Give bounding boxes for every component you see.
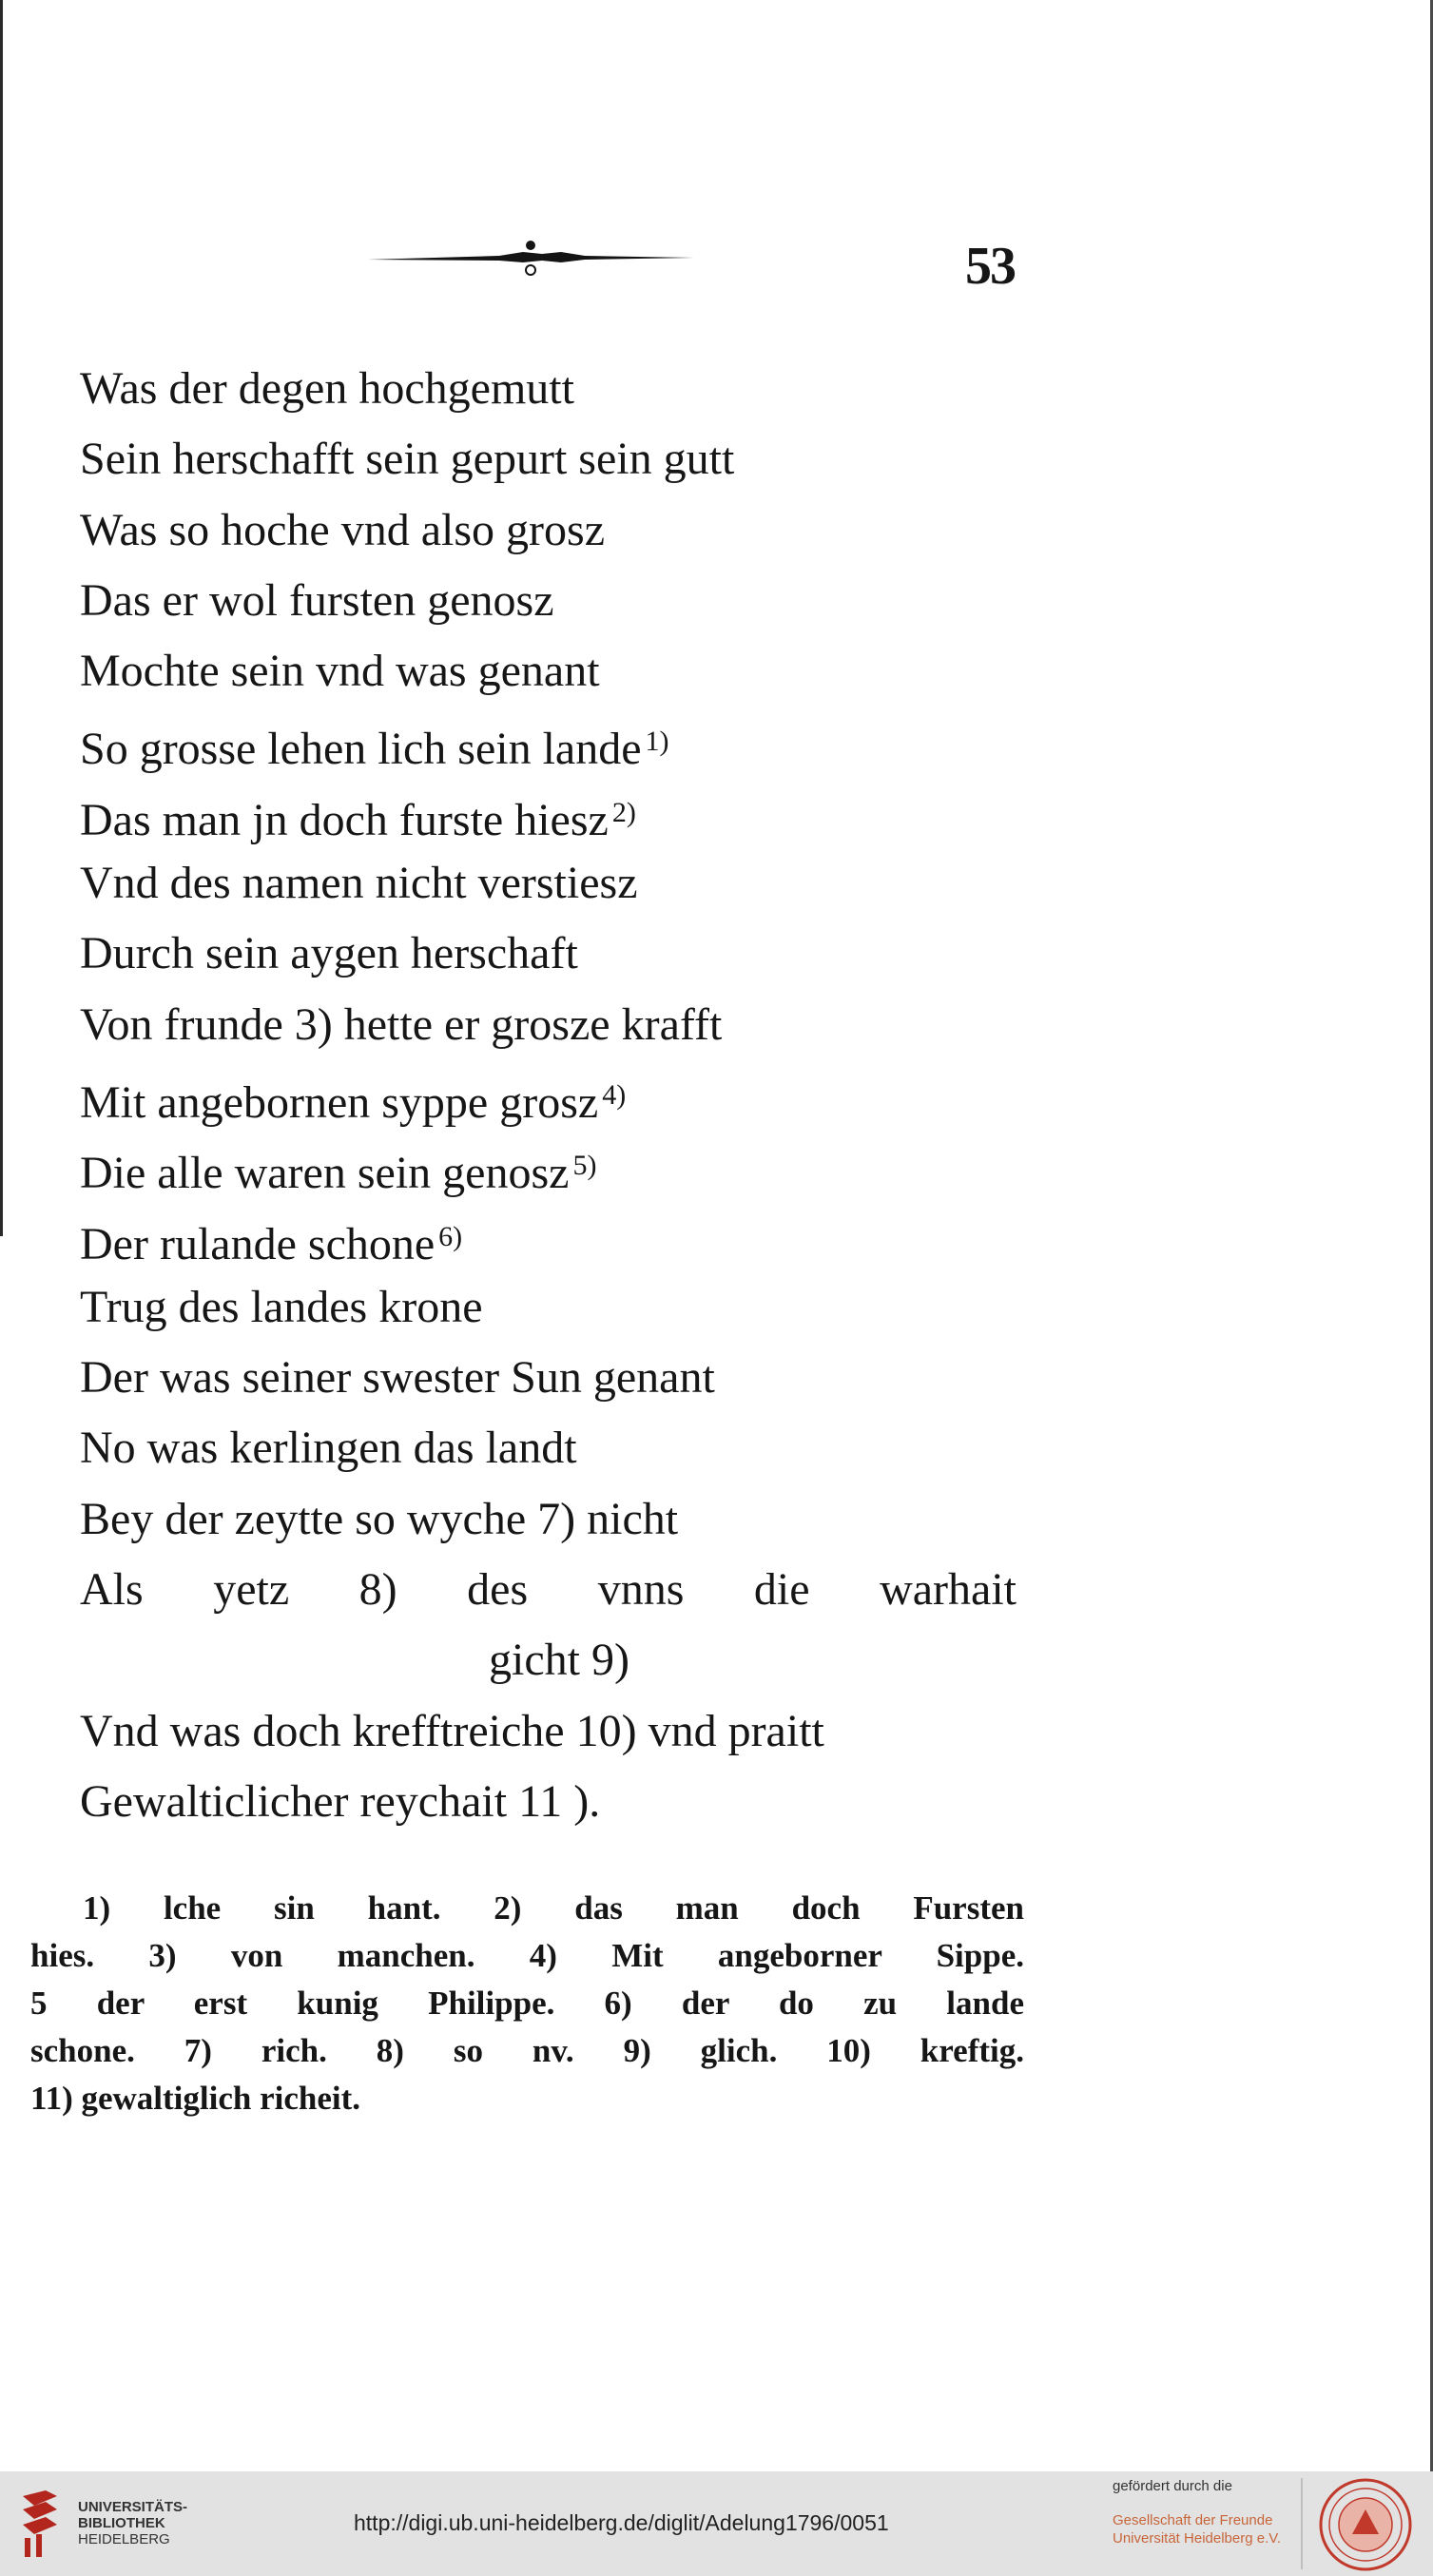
sponsor-credit[interactable] — [1113, 2478, 1281, 2547]
ornament-rule — [366, 228, 699, 285]
verse-line: Das er wol fursten genosz — [80, 574, 554, 626]
footer-divider — [1301, 2478, 1303, 2569]
sponsor-name: Gesellschaft der Freunde — [1113, 2512, 1273, 2528]
verse-line: Mochte sein vnd was genant — [80, 646, 600, 697]
verse-line: Das man jn doch furste hiesz $^{2)}$ — [80, 794, 636, 845]
note-marker: 4) — [602, 1078, 627, 1111]
footnote-line: hies. 3) von manchen. 4) Mit angeborner Sippe. — [30, 1937, 1024, 1974]
verse-line: Was der degen hochgemutt — [80, 363, 574, 414]
verse-line: No was kerlingen das landt — [80, 1423, 577, 1474]
note-marker: 5) — [572, 1150, 597, 1182]
note-marker: 2) — [611, 796, 636, 828]
verse-block — [80, 354, 1031, 1837]
verse-line: Gewalticlicher reychait 11 ). — [80, 1775, 601, 1827]
verse-line: Trug des landes krone — [80, 1281, 483, 1332]
verse-line: Was so hoche vnd also grosz — [80, 504, 606, 555]
footnote-line: schone. 7) rich. 8) so nv. 9) glich. 10) kreftig. — [30, 2032, 1024, 2069]
library-name-line: HEIDELBERG — [78, 2531, 170, 2547]
verse-line: Der was seiner swester Sun genant — [80, 1352, 715, 1404]
verse-line: Als yetz 8) des vnns die warhait — [80, 1564, 1017, 1616]
page-edge-left — [0, 0, 3, 1236]
sponsor-name: Universität Heidelberg e.V. — [1113, 2530, 1282, 2547]
footnote-line: 1) lche sin hant. 2) das man doch Fursten — [83, 1889, 1024, 1927]
sponsor-note: gefördert durch die — [1113, 2478, 1232, 2494]
verse-line: gicht 9) — [489, 1635, 629, 1686]
library-logo-icon[interactable] — [17, 2487, 63, 2563]
verse-line: Bey der zeytte so wyche 7) nicht — [80, 1493, 679, 1544]
footnote-line: 11) gewaltiglich richeit. — [30, 2080, 361, 2117]
footnotes — [30, 1885, 1024, 2122]
library-name-line: UNIVERSITÄTS- — [78, 2499, 188, 2515]
verse-line: Vnd des namen nicht verstiesz — [80, 858, 638, 909]
library-name-line: BIBLIOTHEK — [78, 2515, 165, 2531]
verse-line: Sein herschafft sein gepurt sein gutt — [80, 434, 735, 485]
permalink-url[interactable]: http://digi.ub.uni-heidelberg.de/diglit/Adelung1796/0051 — [354, 2510, 889, 2535]
verse-line: Von frunde 3) hette er grosze krafft — [80, 998, 723, 1050]
page-number: 53 — [965, 237, 1015, 296]
verse-line: Mit angebornen syppe grosz $^{4)}$ — [80, 1076, 627, 1128]
verse-line: Vnd was doch krefftreiche 10) vnd praitt — [80, 1705, 824, 1756]
footnote-line: 5 der erst kunig Philippe. 6) der do zu lande — [30, 1985, 1024, 2022]
verse-line: So grosse lehen lich sein lande $^{1)}$ — [80, 724, 669, 775]
verse-line: Der rulande schone $^{6)}$ — [80, 1218, 463, 1269]
note-marker: 1) — [645, 726, 669, 758]
verse-line: Durch sein aygen herschaft — [80, 928, 578, 979]
verse-line: Die alle waren sein genosz $^{5)}$ — [80, 1148, 597, 1199]
university-seal-icon[interactable] — [1318, 2477, 1413, 2572]
library-name[interactable] — [78, 2499, 187, 2547]
note-marker: 6) — [438, 1220, 463, 1252]
